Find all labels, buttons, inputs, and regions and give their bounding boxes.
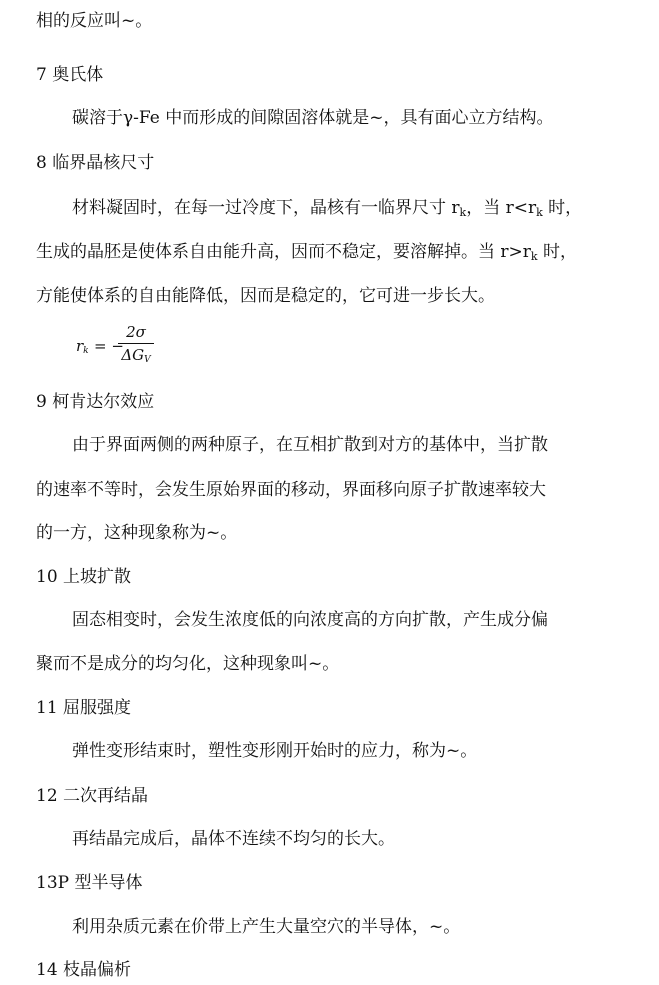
formula-fraction (118, 323, 154, 365)
section-heading: 10 上坡扩散 (36, 567, 132, 587)
text-segment: 生成的晶胚是使体系自由能升高，因而不稳定，要溶解掉。当 r>r (36, 242, 531, 262)
text-segment: 时， (537, 242, 577, 262)
text-segment: 材料凝固时，在每一过冷度下，晶核有一临界尺寸 r (72, 198, 460, 218)
subscript: k (530, 250, 538, 263)
section-heading: 11 屈服强度 (36, 698, 132, 718)
text-line: 由于界面两侧的两种原子，在互相扩散到对方的基体中，当扩散 (72, 435, 548, 455)
subscript: k (459, 206, 467, 219)
text-line: 相的反应叫~。 (36, 11, 153, 31)
section-heading: 14 枝晶偏析 (36, 960, 132, 980)
fraction-bar (118, 343, 154, 344)
formula-numerator: 2σ (126, 323, 146, 341)
text-line: 聚而不是成分的均匀化，这种现象叫~。 (36, 654, 340, 674)
text-line: 弹性变形结束时，塑性变形刚开始时的应力，称为~。 (72, 741, 478, 761)
section-heading: 8 临界晶核尺寸 (36, 153, 155, 173)
text-segment: ，当 r<r (466, 198, 537, 218)
formula-denominator (118, 346, 154, 365)
text-line: 的一方，这种现象称为~。 (36, 523, 238, 543)
text-line: 再结晶完成后，晶体不连续不均匀的长大。 (72, 829, 395, 849)
formula-denominator-text: ΔG (121, 346, 145, 364)
text-segment: 时， (542, 198, 583, 218)
formula-subscript: k (83, 346, 89, 356)
text-line (36, 241, 577, 268)
formula-equals: = − (94, 337, 124, 355)
formula-lhs (76, 337, 89, 356)
text-line (72, 197, 582, 224)
text-line: 碳溶于γ-Fe 中而形成的间隙固溶体就是~，具有面心立方结构。 (72, 108, 554, 128)
text-line: 利用杂质元素在价带上产生大量空穴的半导体，~。 (72, 917, 461, 937)
section-heading: 9 柯肯达尔效应 (36, 392, 155, 412)
text-line: 的速率不等时，会发生原始界面的移动，界面移向原子扩散速率较大 (36, 480, 546, 500)
critical-radius-formula (76, 323, 196, 371)
section-heading: 7 奥氏体 (36, 65, 104, 85)
formula-variable: r (76, 337, 84, 355)
section-heading: 12 二次再结晶 (36, 786, 149, 806)
formula-subscript: V (144, 355, 151, 365)
subscript: k (536, 206, 543, 219)
text-line: 方能使体系的自由能降低，因而是稳定的，它可进一步长大。 (36, 286, 495, 306)
text-line: 固态相变时，会发生浓度低的向浓度高的方向扩散，产生成分偏 (72, 610, 548, 630)
section-heading: 13P 型半导体 (36, 873, 143, 893)
